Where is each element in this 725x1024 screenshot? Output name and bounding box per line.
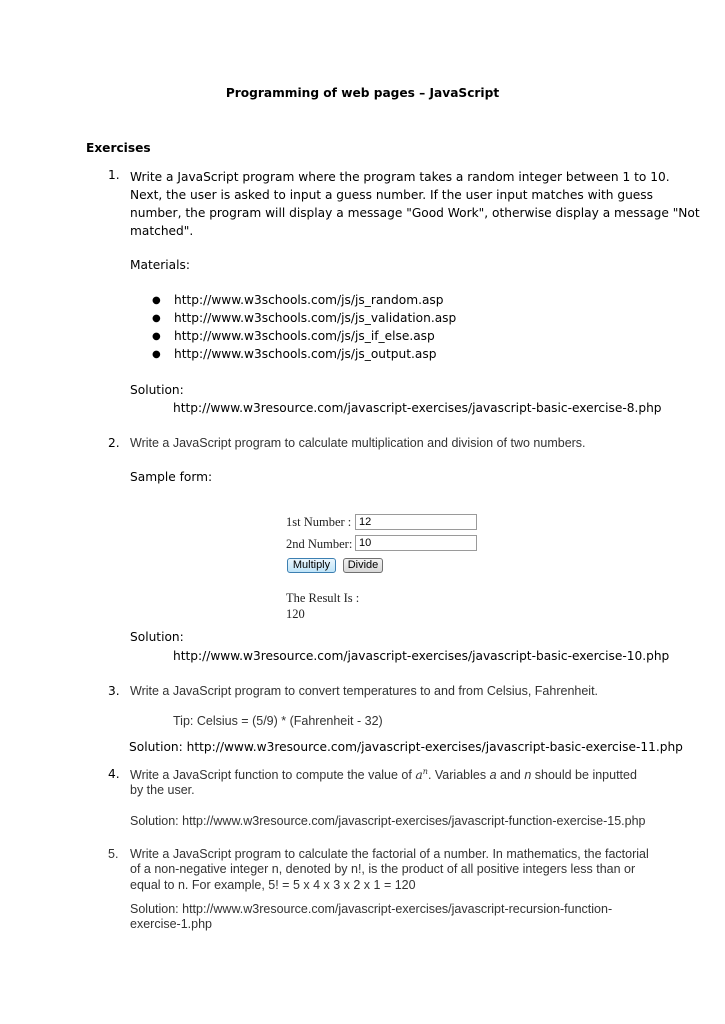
math-exponent: n	[422, 767, 428, 776]
materials-link[interactable]: http://www.w3schools.com/js/js_output.asp	[174, 347, 437, 361]
variable-n: n	[524, 768, 532, 783]
materials-link[interactable]: http://www.w3schools.com/js/js_validation.asp	[174, 311, 457, 325]
exercise-5-number: 5.	[108, 847, 119, 861]
exercise-4-text	[130, 767, 637, 782]
exercise-1-text-line: Write a JavaScript program where the program takes a random integer between 1 to 10.	[130, 170, 670, 184]
second-number-label: 2nd Number:	[286, 537, 353, 551]
exercise-1-text-line: matched".	[130, 224, 194, 238]
exercise-4-text-part: Write a JavaScript function to compute the value of	[130, 768, 416, 783]
section-heading: Exercises	[86, 141, 151, 155]
exercise-1-number: 1.	[108, 168, 120, 182]
materials-label: Materials:	[130, 258, 190, 272]
exercise-5-text-line: of a non-negative integer n, denoted by n!, is the product of all positive integers less than or	[130, 862, 636, 876]
exercise-3-solution: Solution: http://www.w3resource.com/javascript-exercises/javascript-basic-exercise-11.php	[129, 740, 683, 754]
exercise-5-solution-line: exercise-1.php	[130, 917, 212, 931]
multiply-button[interactable]: Multiply	[287, 558, 336, 573]
exercise-2-number: 2.	[108, 436, 120, 450]
bullet-icon: ●	[152, 349, 161, 360]
exercise-5-text-line: Write a JavaScript program to calculate the factorial of a number. In mathematics, the factorial	[130, 847, 649, 861]
exercise-4-text-part: and	[496, 768, 525, 783]
materials-link[interactable]: http://www.w3schools.com/js/js_random.asp	[174, 293, 444, 307]
solution-link[interactable]: http://www.w3resource.com/javascript-exercises/javascript-basic-exercise-10.php	[173, 649, 670, 663]
materials-link[interactable]: http://www.w3schools.com/js/js_if_else.asp	[174, 329, 435, 343]
first-number-label: 1st Number :	[286, 515, 352, 529]
exercise-3-text: Write a JavaScript program to convert temperatures to and from Celsius, Fahrenheit.	[130, 684, 599, 698]
first-number-input[interactable]: 12	[355, 514, 477, 530]
exercise-3-number: 3.	[108, 684, 120, 698]
second-number-input[interactable]: 10	[355, 535, 477, 551]
sample-form	[284, 512, 484, 622]
bullet-icon: ●	[152, 331, 161, 342]
solution-label: Solution:	[130, 630, 184, 644]
result-label: The Result Is :	[286, 591, 360, 605]
exercise-2-text: Write a JavaScript program to calculate multiplication and division of two numbers.	[130, 436, 586, 450]
bullet-icon: ●	[152, 313, 161, 324]
bullet-icon: ●	[152, 295, 161, 306]
page-title: Programming of web pages – JavaScript	[225, 86, 500, 100]
exercise-5-text-line: equal to n. For example, 5! = 5 x 4 x 3 x 2 x 1 = 120	[130, 878, 416, 892]
solution-link[interactable]: http://www.w3resource.com/javascript-exercises/javascript-basic-exercise-8.php	[173, 401, 662, 415]
exercise-5-solution-line: Solution: http://www.w3resource.com/javascript-exercises/javascript-recursion-function-	[130, 902, 613, 916]
divide-button[interactable]: Divide	[343, 558, 383, 573]
exercise-4-text-part: should be inputted	[531, 768, 637, 783]
exercise-3-tip: Tip: Celsius = (5/9) * (Fahrenheit - 32)	[173, 714, 383, 728]
exercise-4-number: 4.	[108, 767, 120, 781]
exercise-4-solution: Solution: http://www.w3resource.com/javascript-exercises/javascript-function-exercise-15.php	[130, 814, 646, 828]
variable-a: a	[489, 768, 497, 783]
exercise-1-text-line: number, the program will display a message "Good Work", otherwise display a message "Not	[130, 206, 700, 220]
exercise-4-text-part: . Variables	[427, 768, 490, 783]
exercise-4-text-line: by the user.	[130, 783, 195, 797]
math-base: a	[415, 767, 423, 783]
result-value: 120	[286, 607, 305, 621]
solution-label: Solution:	[130, 383, 184, 397]
exercise-1-text-line: Next, the user is asked to input a guess number. If the user input matches with guess	[130, 188, 654, 202]
sample-form-label: Sample form:	[130, 470, 213, 484]
